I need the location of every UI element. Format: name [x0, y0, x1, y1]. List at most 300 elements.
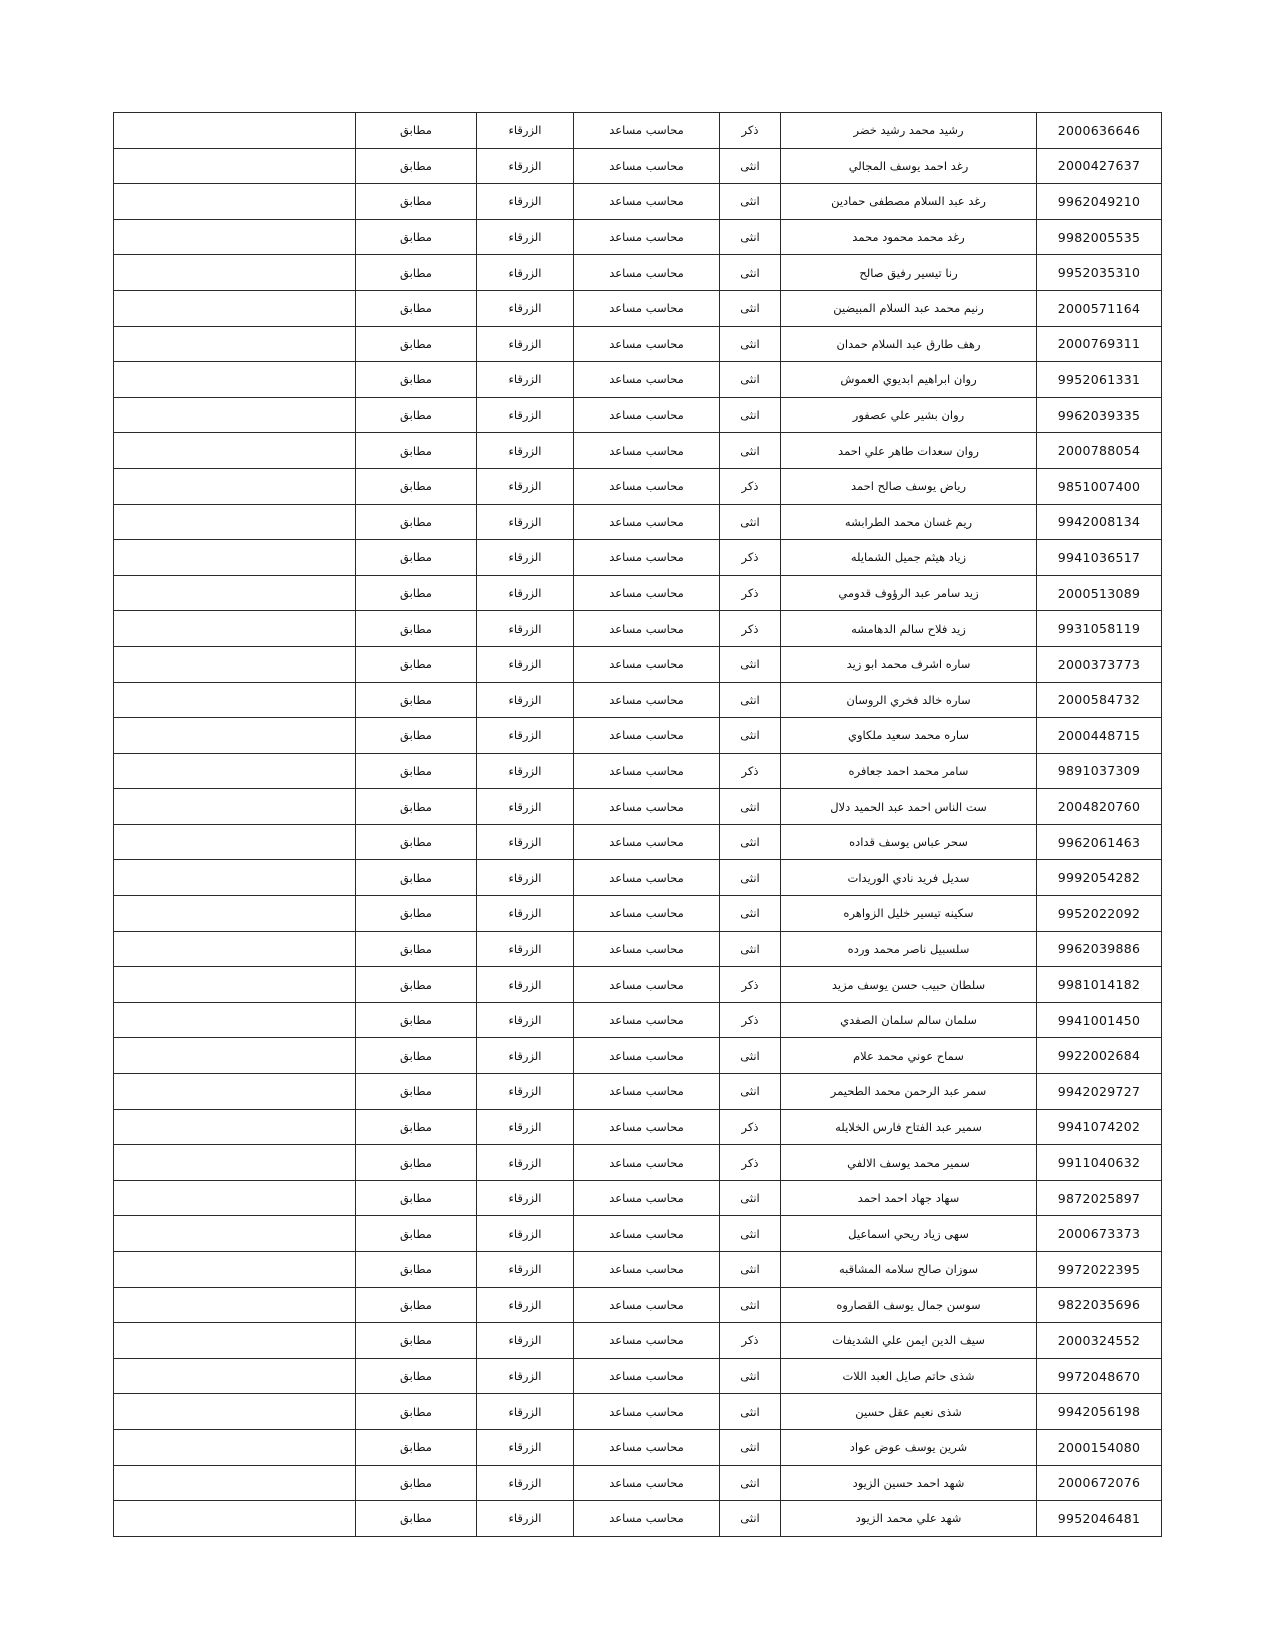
gender-cell: انثى: [720, 1216, 781, 1252]
gender-cell: ذكر: [720, 468, 781, 504]
match-status-cell: مطابق: [356, 290, 477, 326]
match-status-cell: مطابق: [356, 753, 477, 789]
match-status-cell: مطابق: [356, 1394, 477, 1430]
job-title-cell: محاسب مساعد: [574, 290, 720, 326]
job-title-cell: محاسب مساعد: [574, 1038, 720, 1074]
notes-cell: [114, 824, 356, 860]
match-status-cell: مطابق: [356, 1358, 477, 1394]
full-name-cell: رغد محمد محمود محمد: [781, 219, 1037, 255]
notes-cell: [114, 682, 356, 718]
gender-cell: انثى: [720, 504, 781, 540]
gender-cell: ذكر: [720, 1145, 781, 1181]
notes-cell: [114, 896, 356, 932]
match-status-cell: مطابق: [356, 326, 477, 362]
gender-cell: انثى: [720, 290, 781, 326]
national-id-cell: 2000673373: [1037, 1216, 1162, 1252]
job-title-cell: محاسب مساعد: [574, 362, 720, 398]
job-title-cell: محاسب مساعد: [574, 1180, 720, 1216]
gender-cell: انثى: [720, 860, 781, 896]
city-cell: الزرقاء: [477, 931, 574, 967]
notes-cell: [114, 931, 356, 967]
match-status-cell: مطابق: [356, 1252, 477, 1288]
table-row: [114, 860, 1162, 896]
city-cell: الزرقاء: [477, 682, 574, 718]
national-id-cell: 2000636646: [1037, 113, 1162, 149]
table-row: [114, 824, 1162, 860]
national-id-cell: 9942008134: [1037, 504, 1162, 540]
applicants-table-body: [114, 113, 1162, 1537]
full-name-cell: سمير محمد يوسف الالفي: [781, 1145, 1037, 1181]
match-status-cell: مطابق: [356, 931, 477, 967]
national-id-cell: 9992054282: [1037, 860, 1162, 896]
job-title-cell: محاسب مساعد: [574, 148, 720, 184]
table-row: [114, 504, 1162, 540]
city-cell: الزرقاء: [477, 824, 574, 860]
job-title-cell: محاسب مساعد: [574, 1109, 720, 1145]
national-id-cell: 9952022092: [1037, 896, 1162, 932]
job-title-cell: محاسب مساعد: [574, 860, 720, 896]
match-status-cell: مطابق: [356, 148, 477, 184]
match-status-cell: مطابق: [356, 896, 477, 932]
full-name-cell: سهاد جهاد احمد احمد: [781, 1180, 1037, 1216]
notes-cell: [114, 1074, 356, 1110]
match-status-cell: مطابق: [356, 219, 477, 255]
city-cell: الزرقاء: [477, 504, 574, 540]
national-id-cell: 9981014182: [1037, 967, 1162, 1003]
full-name-cell: شهد احمد حسين الزيود: [781, 1465, 1037, 1501]
notes-cell: [114, 1002, 356, 1038]
notes-cell: [114, 397, 356, 433]
notes-cell: [114, 326, 356, 362]
table-row: [114, 1429, 1162, 1465]
national-id-cell: 9942029727: [1037, 1074, 1162, 1110]
notes-cell: [114, 113, 356, 149]
city-cell: الزرقاء: [477, 148, 574, 184]
match-status-cell: مطابق: [356, 1465, 477, 1501]
match-status-cell: مطابق: [356, 184, 477, 220]
gender-cell: ذكر: [720, 1323, 781, 1359]
national-id-cell: 9962039335: [1037, 397, 1162, 433]
notes-cell: [114, 255, 356, 291]
city-cell: الزرقاء: [477, 1180, 574, 1216]
table-row: [114, 896, 1162, 932]
national-id-cell: 9911040632: [1037, 1145, 1162, 1181]
job-title-cell: محاسب مساعد: [574, 611, 720, 647]
table-row: [114, 219, 1162, 255]
table-row: [114, 611, 1162, 647]
national-id-cell: 9952035310: [1037, 255, 1162, 291]
notes-cell: [114, 1109, 356, 1145]
job-title-cell: محاسب مساعد: [574, 1465, 720, 1501]
notes-cell: [114, 1145, 356, 1181]
match-status-cell: مطابق: [356, 1109, 477, 1145]
table-row: [114, 967, 1162, 1003]
gender-cell: ذكر: [720, 113, 781, 149]
national-id-cell: 2000672076: [1037, 1465, 1162, 1501]
national-id-cell: 9941074202: [1037, 1109, 1162, 1145]
table-row: [114, 1145, 1162, 1181]
match-status-cell: مطابق: [356, 789, 477, 825]
notes-cell: [114, 789, 356, 825]
full-name-cell: سوسن جمال يوسف القصاروه: [781, 1287, 1037, 1323]
national-id-cell: 2000769311: [1037, 326, 1162, 362]
job-title-cell: محاسب مساعد: [574, 1501, 720, 1537]
notes-cell: [114, 362, 356, 398]
table-row: [114, 1180, 1162, 1216]
job-title-cell: محاسب مساعد: [574, 433, 720, 469]
national-id-cell: 9931058119: [1037, 611, 1162, 647]
table-row: [114, 326, 1162, 362]
match-status-cell: مطابق: [356, 1216, 477, 1252]
gender-cell: انثى: [720, 718, 781, 754]
match-status-cell: مطابق: [356, 397, 477, 433]
gender-cell: انثى: [720, 1180, 781, 1216]
notes-cell: [114, 753, 356, 789]
table-row: [114, 753, 1162, 789]
table-row: [114, 575, 1162, 611]
gender-cell: ذكر: [720, 540, 781, 576]
job-title-cell: محاسب مساعد: [574, 1074, 720, 1110]
table-row: [114, 1216, 1162, 1252]
city-cell: الزرقاء: [477, 1429, 574, 1465]
notes-cell: [114, 540, 356, 576]
match-status-cell: مطابق: [356, 113, 477, 149]
match-status-cell: مطابق: [356, 824, 477, 860]
table-row: [114, 290, 1162, 326]
job-title-cell: محاسب مساعد: [574, 1394, 720, 1430]
city-cell: الزرقاء: [477, 1465, 574, 1501]
job-title-cell: محاسب مساعد: [574, 1429, 720, 1465]
job-title-cell: محاسب مساعد: [574, 540, 720, 576]
national-id-cell: 2000571164: [1037, 290, 1162, 326]
notes-cell: [114, 1429, 356, 1465]
national-id-cell: 9952046481: [1037, 1501, 1162, 1537]
gender-cell: انثى: [720, 1501, 781, 1537]
full-name-cell: روان سعدات طاهر علي احمد: [781, 433, 1037, 469]
gender-cell: انثى: [720, 682, 781, 718]
notes-cell: [114, 433, 356, 469]
job-title-cell: محاسب مساعد: [574, 1002, 720, 1038]
gender-cell: انثى: [720, 931, 781, 967]
notes-cell: [114, 1287, 356, 1323]
full-name-cell: سكينه تيسير خليل الزواهره: [781, 896, 1037, 932]
full-name-cell: روان ابراهيم ابديوي العموش: [781, 362, 1037, 398]
national-id-cell: 2000324552: [1037, 1323, 1162, 1359]
job-title-cell: محاسب مساعد: [574, 718, 720, 754]
job-title-cell: محاسب مساعد: [574, 789, 720, 825]
job-title-cell: محاسب مساعد: [574, 184, 720, 220]
gender-cell: انثى: [720, 789, 781, 825]
table-row: [114, 1323, 1162, 1359]
notes-cell: [114, 1358, 356, 1394]
notes-cell: [114, 1252, 356, 1288]
city-cell: الزرقاء: [477, 611, 574, 647]
job-title-cell: محاسب مساعد: [574, 1252, 720, 1288]
table-row: [114, 1465, 1162, 1501]
table-row: [114, 1501, 1162, 1537]
table-row: [114, 1109, 1162, 1145]
full-name-cell: رياض يوسف صالح احمد: [781, 468, 1037, 504]
city-cell: الزرقاء: [477, 1323, 574, 1359]
table-row: [114, 468, 1162, 504]
full-name-cell: روان بشير علي عصفور: [781, 397, 1037, 433]
city-cell: الزرقاء: [477, 860, 574, 896]
job-title-cell: محاسب مساعد: [574, 753, 720, 789]
notes-cell: [114, 718, 356, 754]
national-id-cell: 9962039886: [1037, 931, 1162, 967]
gender-cell: انثى: [720, 433, 781, 469]
full-name-cell: رغد عبد السلام مصطفى حمادين: [781, 184, 1037, 220]
notes-cell: [114, 1038, 356, 1074]
city-cell: الزرقاء: [477, 1002, 574, 1038]
full-name-cell: زيد سامر عبد الرؤوف قدومي: [781, 575, 1037, 611]
gender-cell: انثى: [720, 824, 781, 860]
city-cell: الزرقاء: [477, 1501, 574, 1537]
table-row: [114, 433, 1162, 469]
match-status-cell: مطابق: [356, 362, 477, 398]
city-cell: الزرقاء: [477, 646, 574, 682]
job-title-cell: محاسب مساعد: [574, 1358, 720, 1394]
gender-cell: انثى: [720, 646, 781, 682]
city-cell: الزرقاء: [477, 1216, 574, 1252]
full-name-cell: سماح عوني محمد علام: [781, 1038, 1037, 1074]
notes-cell: [114, 1465, 356, 1501]
table-row: [114, 255, 1162, 291]
job-title-cell: محاسب مساعد: [574, 575, 720, 611]
national-id-cell: 9851007400: [1037, 468, 1162, 504]
national-id-cell: 9972048670: [1037, 1358, 1162, 1394]
table-row: [114, 682, 1162, 718]
full-name-cell: رشيد محمد رشيد خضر: [781, 113, 1037, 149]
notes-cell: [114, 468, 356, 504]
gender-cell: انثى: [720, 1358, 781, 1394]
gender-cell: انثى: [720, 148, 781, 184]
national-id-cell: 9891037309: [1037, 753, 1162, 789]
notes-cell: [114, 1180, 356, 1216]
job-title-cell: محاسب مساعد: [574, 896, 720, 932]
match-status-cell: مطابق: [356, 1429, 477, 1465]
full-name-cell: رنيم محمد عبد السلام المبيضين: [781, 290, 1037, 326]
full-name-cell: سمر عبد الرحمن محمد الطحيمر: [781, 1074, 1037, 1110]
full-name-cell: سوزان صالح سلامه المشاقبه: [781, 1252, 1037, 1288]
match-status-cell: مطابق: [356, 1501, 477, 1537]
job-title-cell: محاسب مساعد: [574, 967, 720, 1003]
gender-cell: ذكر: [720, 967, 781, 1003]
table-row: [114, 1394, 1162, 1430]
table-row: [114, 718, 1162, 754]
city-cell: الزرقاء: [477, 468, 574, 504]
city-cell: الزرقاء: [477, 789, 574, 825]
notes-cell: [114, 1501, 356, 1537]
full-name-cell: رهف طارق عبد السلام حمدان: [781, 326, 1037, 362]
match-status-cell: مطابق: [356, 504, 477, 540]
national-id-cell: 9942056198: [1037, 1394, 1162, 1430]
full-name-cell: ساره محمد سعيد ملكاوي: [781, 718, 1037, 754]
full-name-cell: زياد هيثم جميل الشمايله: [781, 540, 1037, 576]
job-title-cell: محاسب مساعد: [574, 468, 720, 504]
national-id-cell: 2000513089: [1037, 575, 1162, 611]
table-row: [114, 1358, 1162, 1394]
full-name-cell: سامر محمد احمد جعافره: [781, 753, 1037, 789]
national-id-cell: 9941001450: [1037, 1002, 1162, 1038]
job-title-cell: محاسب مساعد: [574, 326, 720, 362]
job-title-cell: محاسب مساعد: [574, 113, 720, 149]
match-status-cell: مطابق: [356, 540, 477, 576]
gender-cell: ذكر: [720, 753, 781, 789]
national-id-cell: 9962061463: [1037, 824, 1162, 860]
match-status-cell: مطابق: [356, 860, 477, 896]
table-row: [114, 646, 1162, 682]
gender-cell: انثى: [720, 397, 781, 433]
full-name-cell: سديل فريد نادي الوريدات: [781, 860, 1037, 896]
national-id-cell: 9822035696: [1037, 1287, 1162, 1323]
full-name-cell: زيد فلاح سالم الدهامشه: [781, 611, 1037, 647]
full-name-cell: ساره خالد فخري الروسان: [781, 682, 1037, 718]
gender-cell: انثى: [720, 896, 781, 932]
full-name-cell: سحر عباس يوسف قداده: [781, 824, 1037, 860]
job-title-cell: محاسب مساعد: [574, 646, 720, 682]
match-status-cell: مطابق: [356, 611, 477, 647]
full-name-cell: ريم غسان محمد الطرابشه: [781, 504, 1037, 540]
city-cell: الزرقاء: [477, 326, 574, 362]
gender-cell: انثى: [720, 219, 781, 255]
full-name-cell: سلسبيل ناصر محمد ورده: [781, 931, 1037, 967]
full-name-cell: رغد احمد يوسف المجالي: [781, 148, 1037, 184]
match-status-cell: مطابق: [356, 1038, 477, 1074]
national-id-cell: 9872025897: [1037, 1180, 1162, 1216]
city-cell: الزرقاء: [477, 1287, 574, 1323]
city-cell: الزرقاء: [477, 540, 574, 576]
city-cell: الزرقاء: [477, 1109, 574, 1145]
table-row: [114, 113, 1162, 149]
table-row: [114, 184, 1162, 220]
notes-cell: [114, 290, 356, 326]
gender-cell: انثى: [720, 1074, 781, 1110]
city-cell: الزرقاء: [477, 967, 574, 1003]
national-id-cell: 2000154080: [1037, 1429, 1162, 1465]
full-name-cell: شرين يوسف عوض عواد: [781, 1429, 1037, 1465]
notes-cell: [114, 967, 356, 1003]
match-status-cell: مطابق: [356, 1287, 477, 1323]
full-name-cell: سلطان حبيب حسن يوسف مزيد: [781, 967, 1037, 1003]
gender-cell: انثى: [720, 326, 781, 362]
table-row: [114, 1252, 1162, 1288]
city-cell: الزرقاء: [477, 1252, 574, 1288]
job-title-cell: محاسب مساعد: [574, 1287, 720, 1323]
city-cell: الزرقاء: [477, 718, 574, 754]
full-name-cell: رنا تيسير رفيق صالح: [781, 255, 1037, 291]
full-name-cell: شهد علي محمد الزيود: [781, 1501, 1037, 1537]
notes-cell: [114, 504, 356, 540]
match-status-cell: مطابق: [356, 575, 477, 611]
notes-cell: [114, 611, 356, 647]
job-title-cell: محاسب مساعد: [574, 682, 720, 718]
table-row: [114, 362, 1162, 398]
table-row: [114, 1074, 1162, 1110]
gender-cell: انثى: [720, 1465, 781, 1501]
match-status-cell: مطابق: [356, 468, 477, 504]
national-id-cell: 9962049210: [1037, 184, 1162, 220]
national-id-cell: 2000584732: [1037, 682, 1162, 718]
city-cell: الزرقاء: [477, 184, 574, 220]
job-title-cell: محاسب مساعد: [574, 931, 720, 967]
match-status-cell: مطابق: [356, 1074, 477, 1110]
gender-cell: انثى: [720, 1038, 781, 1074]
gender-cell: انثى: [720, 1429, 781, 1465]
gender-cell: ذكر: [720, 1109, 781, 1145]
city-cell: الزرقاء: [477, 290, 574, 326]
national-id-cell: 2000373773: [1037, 646, 1162, 682]
city-cell: الزرقاء: [477, 1394, 574, 1430]
match-status-cell: مطابق: [356, 255, 477, 291]
gender-cell: انثى: [720, 184, 781, 220]
full-name-cell: سمير عبد الفتاح فارس الخلايله: [781, 1109, 1037, 1145]
national-id-cell: 2004820760: [1037, 789, 1162, 825]
job-title-cell: محاسب مساعد: [574, 1323, 720, 1359]
job-title-cell: محاسب مساعد: [574, 219, 720, 255]
national-id-cell: 9941036517: [1037, 540, 1162, 576]
national-id-cell: 2000788054: [1037, 433, 1162, 469]
city-cell: الزرقاء: [477, 219, 574, 255]
gender-cell: انثى: [720, 1252, 781, 1288]
city-cell: الزرقاء: [477, 362, 574, 398]
national-id-cell: 9922002684: [1037, 1038, 1162, 1074]
match-status-cell: مطابق: [356, 682, 477, 718]
table-row: [114, 397, 1162, 433]
notes-cell: [114, 1216, 356, 1252]
gender-cell: ذكر: [720, 611, 781, 647]
match-status-cell: مطابق: [356, 1145, 477, 1181]
city-cell: الزرقاء: [477, 1358, 574, 1394]
gender-cell: ذكر: [720, 575, 781, 611]
notes-cell: [114, 148, 356, 184]
full-name-cell: سهى زياد ريحي اسماعيل: [781, 1216, 1037, 1252]
notes-cell: [114, 219, 356, 255]
city-cell: الزرقاء: [477, 113, 574, 149]
job-title-cell: محاسب مساعد: [574, 504, 720, 540]
notes-cell: [114, 646, 356, 682]
city-cell: الزرقاء: [477, 397, 574, 433]
match-status-cell: مطابق: [356, 1323, 477, 1359]
applicants-table: [113, 112, 1162, 1537]
national-id-cell: 2000448715: [1037, 718, 1162, 754]
gender-cell: انثى: [720, 255, 781, 291]
notes-cell: [114, 1394, 356, 1430]
full-name-cell: شذى نعيم عقل حسين: [781, 1394, 1037, 1430]
full-name-cell: شذى حاتم صايل العبد اللات: [781, 1358, 1037, 1394]
notes-cell: [114, 184, 356, 220]
job-title-cell: محاسب مساعد: [574, 824, 720, 860]
job-title-cell: محاسب مساعد: [574, 1145, 720, 1181]
city-cell: الزرقاء: [477, 255, 574, 291]
full-name-cell: ساره اشرف محمد ابو زيد: [781, 646, 1037, 682]
national-id-cell: 9952061331: [1037, 362, 1162, 398]
match-status-cell: مطابق: [356, 967, 477, 1003]
match-status-cell: مطابق: [356, 646, 477, 682]
city-cell: الزرقاء: [477, 753, 574, 789]
table-row: [114, 540, 1162, 576]
gender-cell: انثى: [720, 1394, 781, 1430]
city-cell: الزرقاء: [477, 575, 574, 611]
match-status-cell: مطابق: [356, 433, 477, 469]
notes-cell: [114, 860, 356, 896]
table-row: [114, 148, 1162, 184]
notes-cell: [114, 1323, 356, 1359]
table-row: [114, 789, 1162, 825]
city-cell: الزرقاء: [477, 896, 574, 932]
city-cell: الزرقاء: [477, 1074, 574, 1110]
full-name-cell: ست الناس احمد عبد الحميد دلال: [781, 789, 1037, 825]
